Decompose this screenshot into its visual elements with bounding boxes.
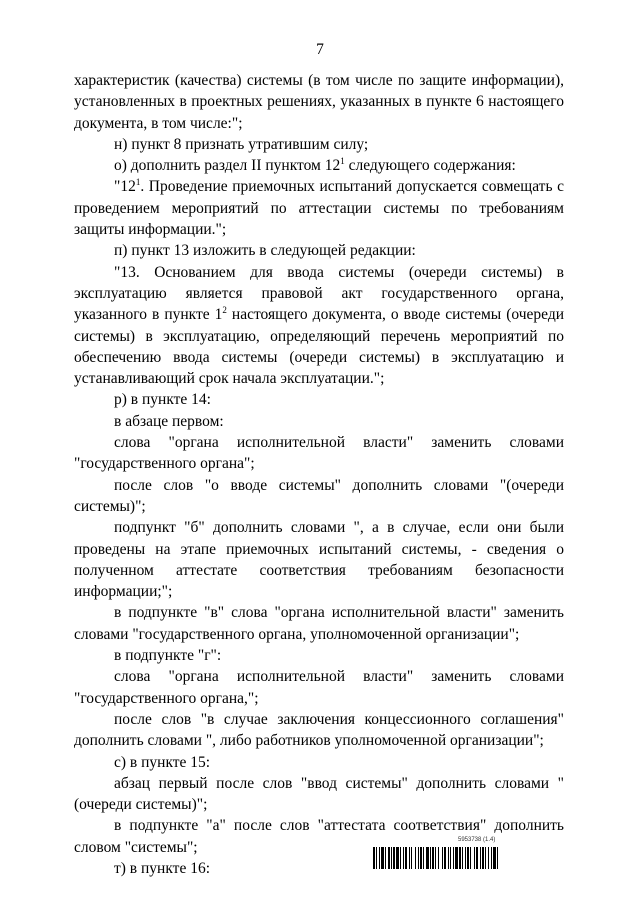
document-id: 5953738 (1.4) bbox=[458, 837, 496, 843]
paragraph: абзац первый после слов "ввод системы" дополнить словами "(очереди системы)"; bbox=[74, 774, 564, 814]
paragraph: п) пункт 13 изложить в следующей редакции: bbox=[114, 242, 416, 260]
paragraph: р) в пункте 14: bbox=[114, 391, 211, 409]
paragraph: слова "органа исполнительной власти" заменить словами "государственного органа,"; bbox=[74, 668, 564, 707]
paragraph: в абзаце первом: bbox=[114, 412, 224, 430]
paragraph: в подпункте "а" после слов "аттестата соответствия" дополнить словом "системы"; bbox=[74, 817, 564, 856]
superscript: 1 bbox=[340, 156, 345, 167]
paragraph: после слов "в случае заключения концессионного соглашения" дополнить словами ", либо работников уполномоченной организации"; bbox=[74, 710, 564, 750]
paragraph: о) дополнить раздел II пунктом $12^1$ следующего содержания: bbox=[114, 156, 516, 175]
paragraph: "$12^1$. Проведение приемочных испытаний допускается совмещать с проведением мероприятий по аттестации системы по требованиям защиты информации."; bbox=[74, 177, 564, 239]
paragraph: с) в пункте 15: bbox=[114, 753, 211, 771]
superscript: 2 bbox=[222, 305, 227, 316]
paragraph: подпункт "б" дополнить словами ", а в случае, если они были проведены на этапе приемочных испытаний системы, - сведения о полученном аттестате соответствия требованиям безопасности информации;"; bbox=[74, 519, 564, 601]
document-body bbox=[74, 70, 564, 879]
superscript: 1 bbox=[135, 177, 141, 188]
barcode-icon bbox=[373, 847, 564, 869]
paragraph: "13. Основанием для ввода системы (очереди системы) в эксплуатацию является правовой акт государственного органа, указанного в пункте $1^2$ настоящего документа, о вводе системы (очереди системы) в эксплуатацию, определяющий перечень мероприятий по обеспечению ввода системы (очереди системы) в эксплуатацию и устанавливающий срок начала эксплуатации."; bbox=[74, 263, 564, 388]
paragraph: после слов "о вводе системы" дополнить словами "(очереди системы)"; bbox=[74, 476, 564, 515]
paragraph: н) пункт 8 признать утратившим силу; bbox=[114, 135, 369, 153]
paragraph: в подпункте "г": bbox=[114, 647, 222, 665]
paragraph: т) в пункте 16: bbox=[114, 859, 211, 877]
paragraph: слова "органа исполнительной власти" заменить словами "государственного органа"; bbox=[74, 434, 564, 473]
paragraph: характеристик (качества) системы (в том числе по защите информации), установленных в проектных решениях, указанных в пункте 6 настоящего документа, в том числе:"; bbox=[74, 72, 564, 132]
page-number: 7 bbox=[316, 41, 324, 58]
paragraph: в подпункте "в" слова "органа исполнительной власти" заменить словами "государственного органа, уполномоченной организации"; bbox=[74, 604, 564, 643]
